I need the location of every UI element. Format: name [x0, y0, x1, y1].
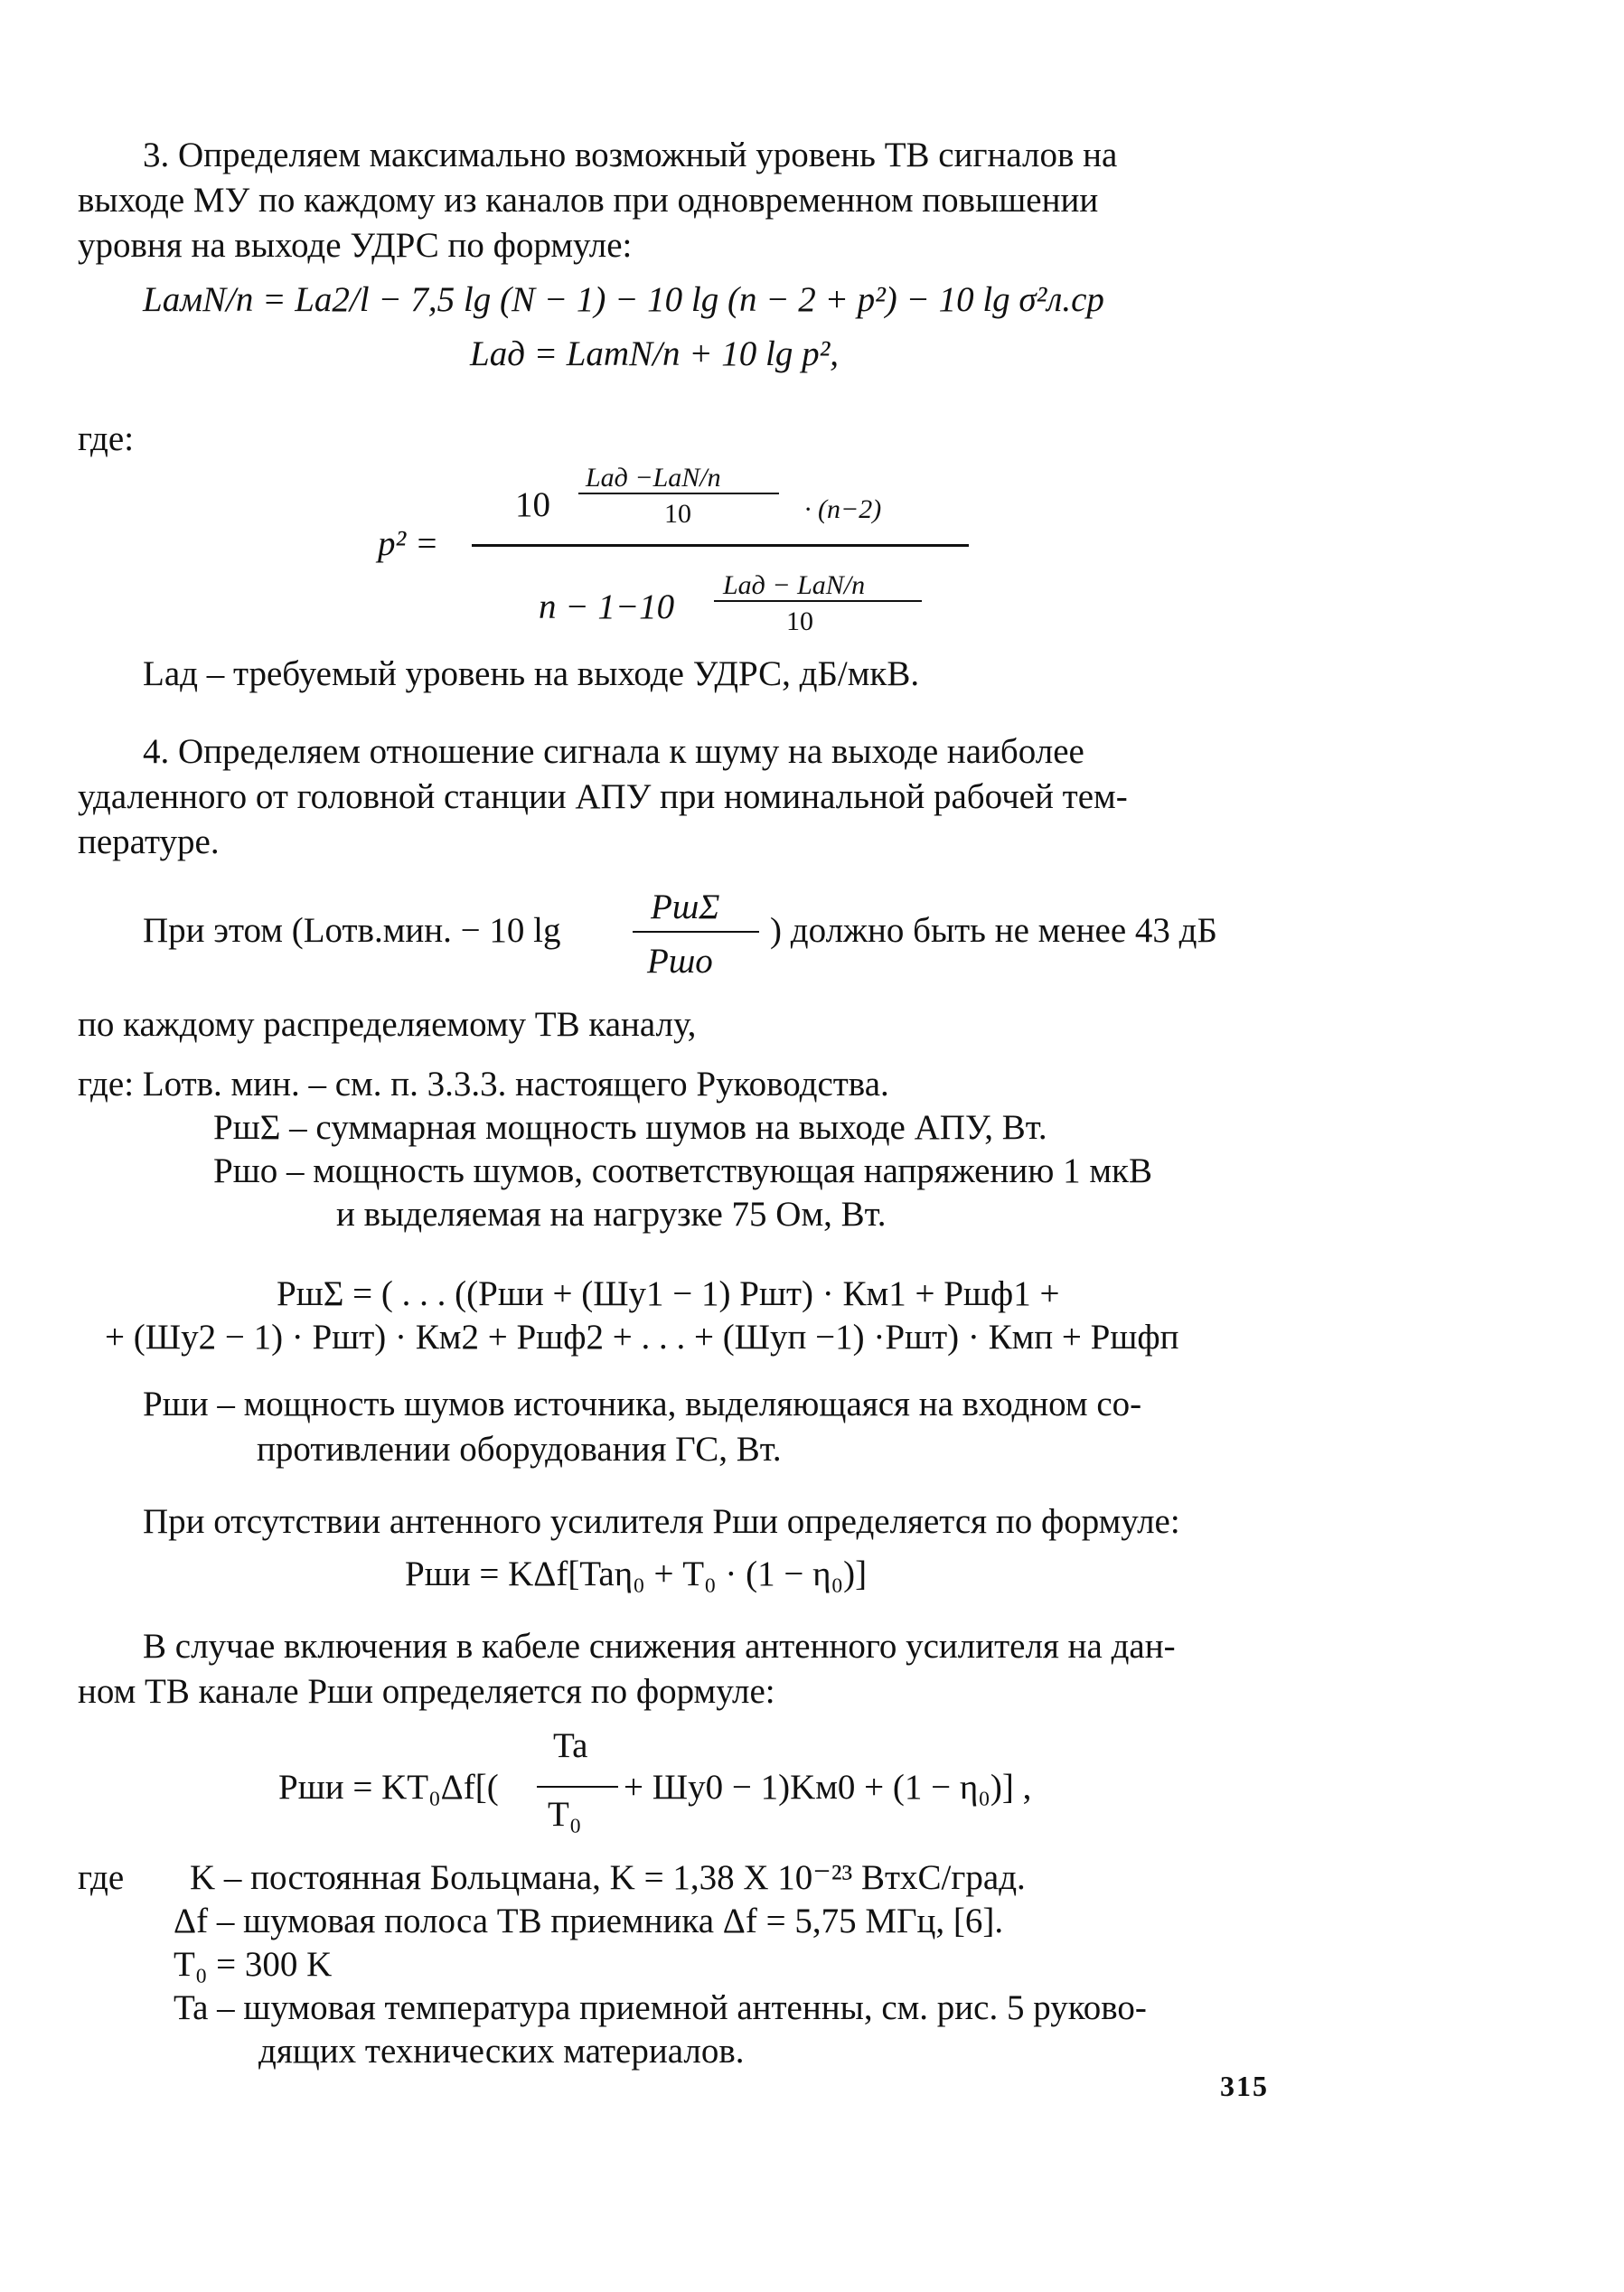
const-ta-line2: дящих технических материалов. [258, 2032, 745, 2071]
para4-line2: удаленного от головной станции АПУ при номинальной рабочей тем- [78, 777, 1128, 816]
equation-amp-post: + Шу0 − 1)Kм0 + (1 − η₀)] , [624, 1768, 1032, 1807]
para4-line3: пературе. [78, 822, 220, 861]
p2-den-base: n − 1−10 [539, 587, 675, 626]
condition-pre: При этом (Lотв.мин. − 10 lg [143, 911, 561, 950]
equation-amp-frac-bar [537, 1786, 618, 1788]
para3-line1: 3. Определяем максимально возможный уровень ТВ сигналов на [143, 136, 1118, 174]
equation-no-amp: Pши = KΔf[Taη₀ + T₀ · (1 − η₀)] [405, 1555, 868, 1593]
p2-den-exp-bar [714, 600, 922, 602]
equation-lad: Lад = LamN/n + 10 lg p², [470, 334, 840, 373]
equation-amp-frac-bot: T₀ [548, 1795, 582, 1834]
p2-num-post: · (n−2) [804, 494, 882, 524]
page-number: 315 [1220, 2070, 1269, 2102]
condition-frac-bot: Pшо [647, 942, 713, 981]
p2-num-exp-top: Lад −LaN/n [586, 463, 721, 493]
equation-amp-frac-top: Ta [553, 1726, 588, 1765]
where-label-1: где: [78, 419, 135, 458]
para3-line3: уровня на выходе УДРС по формуле: [78, 226, 633, 265]
with-amp-line1: В случае включения в кабеле снижения антенного усилителя на дан- [143, 1627, 1176, 1666]
no-amp-text: При отсутствии антенного усилителя Pши определяется по формуле: [143, 1502, 1180, 1541]
para3-line2: выходе МУ по каждому из каналов при одновременном повышении [78, 181, 1099, 220]
pshi-def-line1: Pши – мощность шумов источника, выделяющаяся на входном со- [143, 1385, 1142, 1423]
p2-lhs: p² = [378, 524, 439, 563]
condition-frac-top: PшΣ [651, 888, 720, 926]
condition-post: ) должно быть не менее 43 дБ [770, 911, 1217, 950]
pshi-def-line2: противлении оборудования ГС, Вт. [257, 1430, 782, 1469]
p2-main-bar [472, 544, 969, 547]
equation-sum-line1: PшΣ = ( . . . ((Pши + (Шу1 − 1) Pшт) · Км1 + Pшф1 + [277, 1274, 1060, 1313]
equation-lamn: LaмN/n = La2/l − 7,5 lg (N − 1) − 10 lg (n − 2 + p²) − 10 lg σ²л.ср [143, 280, 1104, 319]
para4-line1: 4. Определяем отношение сигнала к шуму на выходе наиболее [143, 732, 1084, 771]
condition-frac-bar [633, 931, 759, 933]
def-lotv: где: Lотв. мин. – см. п. 3.3.3. настоящего Руководства. [78, 1065, 889, 1104]
const-t0: T₀ = 300 K [174, 1945, 333, 1984]
p2-den-exp-bot: 10 [786, 606, 813, 636]
per-channel-text: по каждому распределяемому ТВ каналу, [78, 1005, 697, 1044]
const-k: K – постоянная Больцмана, K = 1,38 X 10⁻²³ ВтхС/град. [190, 1858, 1026, 1897]
def-psho-cont: и выделяемая на нагрузке 75 Ом, Вт. [336, 1195, 887, 1234]
const-df: Δf – шумовая полоса ТВ приемника Δf = 5,75 МГц, [6]. [174, 1902, 1004, 1940]
with-amp-line2: ном ТВ канале Pши определяется по формуле: [78, 1672, 775, 1711]
const-ta-line1: Ta – шумовая температура приемной антенны, см. рис. 5 руково- [174, 1988, 1147, 2027]
where-label-2: где [78, 1858, 125, 1897]
p2-num-base: 10 [515, 485, 550, 524]
p2-num-exp-bot: 10 [664, 499, 691, 529]
p2-den-exp-top: Lад − LaN/n [723, 570, 866, 600]
equation-sum-line2: + (Шу2 − 1) · Pшт) · Км2 + Pшф2 + . . . + (Шуп −1) ·Pшт) · Кмп + Pшфп [105, 1318, 1179, 1357]
equation-amp-pre: Pши = KT₀Δf[( [278, 1768, 499, 1807]
def-pshsum: PшΣ – суммарная мощность шумов на выходе АПУ, Вт. [213, 1108, 1047, 1147]
lad-definition: Lад – требуемый уровень на выходе УДРС, дБ/мкВ. [143, 654, 920, 693]
def-psho: Pшо – мощность шумов, соответствующая напряжению 1 мкВ [213, 1151, 1152, 1190]
